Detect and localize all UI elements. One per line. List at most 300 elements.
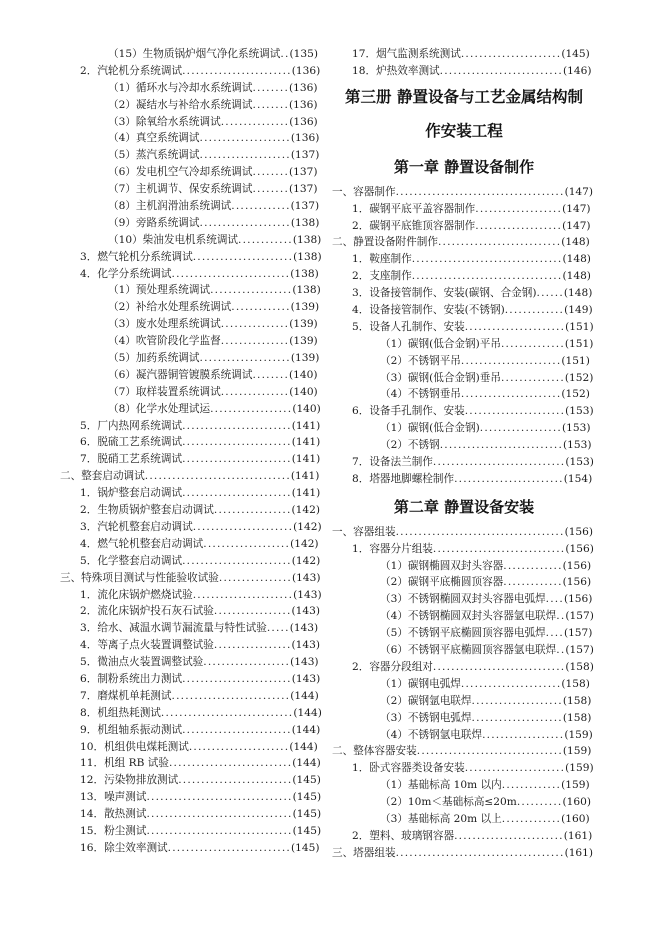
dot-leader: ................... <box>203 537 291 550</box>
toc-entry-title: 1．卧式容器类设备安装 <box>352 762 465 775</box>
toc-entry-page: (141) <box>291 419 321 432</box>
toc-entry-title: 1．流化床锅炉燃烧试验 <box>80 588 193 601</box>
toc-entry <box>60 63 324 80</box>
dot-leader: .............. <box>500 371 565 384</box>
toc-entry-page: (137) <box>290 149 320 162</box>
toc-entry <box>332 454 596 471</box>
toc-entry-title: 3．燃气轮机分系统调试 <box>80 250 193 263</box>
toc-entry <box>60 485 324 502</box>
toc-entry-page: (143) <box>291 605 321 618</box>
toc-entry <box>60 587 324 604</box>
volume-title-line2: 作安装工程 <box>425 121 503 140</box>
toc-entry <box>60 249 324 266</box>
toc-entry-title: （2）凝结水与补给水系统调试 <box>108 98 253 111</box>
toc-entry-page: (145) <box>292 808 322 821</box>
toc-entry-page: (143) <box>293 588 322 601</box>
dot-leader: .. <box>556 644 566 657</box>
toc-entry-title: （8）化学水处理试运 <box>108 402 211 415</box>
toc-entry-title: （7）主机调节、保安系统调试 <box>108 183 253 196</box>
toc-entry-page: (137) <box>290 200 320 213</box>
dot-leader: ...................... <box>192 250 294 263</box>
toc-entry-title: 2．生物质锅炉整套启动调试 <box>80 504 214 517</box>
toc-entry-title: （3）不锈钢椭圆双封头容器电弧焊 <box>380 593 546 606</box>
dot-leader: ............. <box>503 576 563 589</box>
dot-leader: ...................... <box>464 320 566 333</box>
toc-entry-page: (148) <box>562 270 591 283</box>
toc-entry-title: 二、静置设备附件制作 <box>332 236 438 249</box>
toc-right-column <box>332 46 596 862</box>
dot-leader: ..................................... <box>395 525 565 538</box>
chapter1-heading: 第一章 静置设备制作 <box>393 157 535 176</box>
toc-entry-page: (143) <box>292 571 321 584</box>
toc-entry-page: (145) <box>561 48 590 60</box>
toc-entry-title: （1）碳钢(低合金钢)平吊 <box>380 337 501 350</box>
toc-entry <box>332 558 596 575</box>
toc-entry <box>60 266 324 283</box>
toc-entry-page: (135) <box>289 48 319 60</box>
toc-entry <box>332 760 596 777</box>
toc-entry-page: (141) <box>290 470 320 483</box>
toc-entry <box>60 80 324 97</box>
toc-entry-page: (147) <box>562 219 591 232</box>
dot-leader: ................. <box>213 639 292 652</box>
toc-entry <box>332 591 596 608</box>
toc-entry <box>60 620 324 637</box>
toc-entry-page: (144) <box>290 689 319 702</box>
toc-entry-page: (148) <box>562 253 591 266</box>
toc-entry-page: (144) <box>291 723 321 736</box>
dot-leader: ............. <box>504 304 565 317</box>
toc-entry-title: 6．制粉系统出力测试 <box>80 672 183 685</box>
toc-entry-title: 17．烟气监测系统测试 <box>352 48 461 60</box>
dot-leader: ........ <box>252 368 290 381</box>
dot-leader: .......... <box>516 796 563 809</box>
toc-entry-title: 4．化学分系统调试 <box>80 267 172 280</box>
toc-entry <box>332 336 596 353</box>
toc-entry <box>60 316 324 333</box>
dot-leader: ...... <box>536 287 564 300</box>
toc-entry <box>332 268 596 285</box>
dot-leader: ........ <box>252 183 290 196</box>
toc-entry-page: (156) <box>564 525 594 538</box>
toc-entry <box>60 147 324 164</box>
toc-entry-page: (143) <box>291 639 321 652</box>
toc-entry <box>332 201 596 218</box>
dot-leader: .................... <box>199 149 291 162</box>
toc-entry-title: （4）真空系统调试 <box>108 132 200 145</box>
toc-entry-page: (159) <box>565 762 594 775</box>
toc-entry-page: (143) <box>290 656 319 669</box>
toc-entry <box>60 755 324 772</box>
toc-entry <box>60 637 324 654</box>
toc-entry <box>332 403 596 420</box>
dot-leader: .................. <box>482 728 565 741</box>
toc-entry <box>332 319 596 336</box>
dot-leader: ........ <box>252 98 290 111</box>
toc-entry-title: （5）蒸汽系统调试 <box>108 149 200 162</box>
toc-entry <box>332 437 596 454</box>
toc-entry-title: 二、整套启动调试 <box>60 470 145 483</box>
dot-leader: .......................... <box>171 267 291 280</box>
toc-entry-page: (144) <box>292 757 321 770</box>
toc-entry-title: 4．燃气轮机整套启动调试 <box>80 537 204 550</box>
toc-entry <box>332 794 596 811</box>
dot-leader: ........................ <box>182 436 292 449</box>
toc-entry-page: (157) <box>565 644 594 657</box>
toc-left-column <box>60 46 324 857</box>
toc-entry-page: (143) <box>289 622 319 635</box>
toc-entry-page: (145) <box>292 791 322 804</box>
toc-entry <box>332 302 596 319</box>
toc-entry <box>60 434 324 451</box>
toc-entry-page: (153) <box>563 439 592 452</box>
toc-entry <box>60 468 324 485</box>
toc-entry-title: （2）补给水处理系统调试 <box>108 301 232 314</box>
toc-entry-title: 3．汽轮机整套启动调试 <box>80 520 193 533</box>
toc-continuation-list <box>332 46 596 80</box>
toc-entry-title: 2．塑料、玻璃钢容器 <box>352 829 455 842</box>
toc-entry <box>332 743 596 760</box>
toc-entry-page: (143) <box>291 672 321 685</box>
toc-entry <box>332 386 596 403</box>
toc-entry-title: （4）不锈钢氩电联焊 <box>380 728 483 741</box>
dot-leader: ................. <box>213 605 292 618</box>
toc-entry-title: 2．容器分段组对 <box>352 660 433 673</box>
dot-leader: ............................. <box>432 660 566 673</box>
toc-entry <box>332 642 596 659</box>
dot-leader: ...................... <box>464 762 566 775</box>
toc-entry-title: 5．化学整套启动调试 <box>80 554 183 567</box>
toc-entry-page: (145) <box>290 841 320 854</box>
toc-entry-page: (159) <box>561 779 590 792</box>
toc-entry <box>332 811 596 828</box>
toc-entry-title: （4）不锈钢垂吊 <box>380 388 461 401</box>
dot-leader: .................... <box>471 711 563 724</box>
toc-entry <box>60 451 324 468</box>
toc-entry <box>60 654 324 671</box>
toc-entry-page: (158) <box>562 694 592 707</box>
toc-entry <box>60 806 324 823</box>
toc-entry <box>332 46 596 63</box>
toc-entry <box>60 671 324 688</box>
toc-entry-title: （9）旁路系统调试 <box>108 216 200 229</box>
dot-leader: .................. <box>210 284 293 297</box>
toc-entry-page: (142) <box>291 554 321 567</box>
toc-entry <box>60 114 324 131</box>
toc-entry-page: (138) <box>290 216 320 229</box>
toc-entry-title: 2．碳钢平底锥顶容器制作 <box>352 219 476 232</box>
toc-entry-page: (153) <box>565 456 594 469</box>
toc-entry-page: (138) <box>292 284 321 297</box>
toc-entry <box>332 353 596 370</box>
dot-leader: ................................. <box>411 253 563 266</box>
toc-entry-title: 1．容器分片组装 <box>352 542 433 555</box>
toc-entry-page: (140) <box>289 368 318 381</box>
toc-entry-page: (145) <box>292 824 322 837</box>
toc-entry-page: (156) <box>565 542 594 555</box>
toc-entry <box>332 574 596 591</box>
toc-entry-title: 1．锅炉整套启动调试 <box>80 487 183 500</box>
toc-entry-title: 5．设备人孔制作、安装 <box>352 320 465 333</box>
toc-entry <box>332 693 596 710</box>
toc-entry-page: (136) <box>289 115 318 128</box>
toc-entry-title: 5．厂内热网系统调试 <box>80 419 183 432</box>
toc-entry-page: (140) <box>292 402 321 415</box>
toc-entry-page: (147) <box>564 185 594 198</box>
dot-leader: ................... <box>475 202 563 215</box>
toc-entry-page: (151) <box>564 337 594 350</box>
dot-leader: ...................... <box>192 588 294 601</box>
dot-leader: ........................ <box>182 487 292 500</box>
toc-entry-page: (152) <box>561 388 590 401</box>
toc-entry <box>60 232 324 249</box>
toc-entry <box>60 502 324 519</box>
toc-entry <box>60 350 324 367</box>
toc-entry-title: 5．微油点火装置调整试验 <box>80 656 204 669</box>
toc-entry-title: （3）废水处理系统调试 <box>108 318 221 331</box>
toc-entry-title: （6）发电机空气冷却系统调试 <box>108 166 253 179</box>
toc-entry <box>332 676 596 693</box>
dot-leader: ..................................... <box>395 846 565 859</box>
toc-entry-page: (136) <box>289 81 318 94</box>
toc-entry-page: (137) <box>289 183 318 196</box>
toc-entry-page: (137) <box>289 166 318 179</box>
toc-entry <box>60 367 324 384</box>
dot-leader: ................................ <box>146 808 293 821</box>
toc-entry <box>60 739 324 756</box>
toc-entry-title: （5）加药系统调试 <box>108 352 200 365</box>
dot-leader: ................... <box>475 219 563 232</box>
volume-title-line1: 第三册 静置设备与工艺金属结构制 <box>345 87 583 106</box>
toc-entry-page: (141) <box>291 487 321 500</box>
toc-entry-title: （4）不锈钢椭圆双封头容器氩电联焊 <box>380 610 557 623</box>
toc-entry-page: (158) <box>562 711 592 724</box>
toc-entry-title: 10．机组供电煤耗测试 <box>80 740 189 753</box>
toc-entry-page: (140) <box>289 385 318 398</box>
toc-entry <box>332 777 596 794</box>
dot-leader: ............. <box>231 301 291 314</box>
toc-entry <box>60 705 324 722</box>
toc-entry <box>332 285 596 302</box>
dot-leader: ...................... <box>464 405 566 418</box>
dot-leader: ............... <box>220 318 290 331</box>
dot-leader: ...................... <box>460 388 562 401</box>
toc-entry-title: 一、容器组装 <box>332 525 396 538</box>
dot-leader: ........................ <box>454 829 564 842</box>
toc-entry-page: (148) <box>563 287 593 300</box>
toc-entry-title: （1）预处理系统调试 <box>108 284 211 297</box>
toc-entry-page: (154) <box>563 472 593 485</box>
toc-entry-page: (139) <box>289 335 318 348</box>
toc-entry-title: （5）不锈钢平底椭圆顶容器电弧焊 <box>380 627 546 640</box>
toc-entry-page: (156) <box>562 559 592 572</box>
toc-entry-title: （4）吹管阶段化学监督 <box>108 335 221 348</box>
toc-entry-title: 16．除尘效率测试 <box>80 841 168 854</box>
toc-entry-title: 2．支座制作 <box>352 270 412 283</box>
toc-entry-title: 一、容器制作 <box>332 185 396 198</box>
dot-leader: .............. <box>500 337 565 350</box>
dot-leader: .................... <box>199 216 291 229</box>
toc-entry-title: 8．塔器地脚螺栓制作 <box>352 472 455 485</box>
dot-leader: ............... <box>220 115 290 128</box>
toc-entry-title: 4．等离子点火装置调整试验 <box>80 639 214 652</box>
toc-entry-page: (136) <box>291 64 321 77</box>
toc-entry-page: (148) <box>561 236 590 249</box>
toc-entry-page: (157) <box>563 627 593 640</box>
toc-entry-title: （7）取样装置系统调试 <box>108 385 221 398</box>
dot-leader: ............................. <box>432 456 566 469</box>
toc-entry-title: （3）不锈钢电弧焊 <box>380 711 472 724</box>
dot-leader: ........................ <box>182 554 292 567</box>
toc-entry <box>332 63 596 80</box>
toc-entry-page: (139) <box>290 352 320 365</box>
toc-entry <box>60 418 324 435</box>
chapter2-list <box>332 524 596 862</box>
toc-entry-title: 13．噪声测试 <box>80 791 147 804</box>
toc-entry-page: (139) <box>290 301 320 314</box>
toc-entry <box>332 625 596 642</box>
toc-entry <box>60 384 324 401</box>
dot-leader: ............................. <box>160 706 294 719</box>
toc-entry-page: (144) <box>293 706 322 719</box>
toc-entry <box>332 524 596 541</box>
toc-entry-title: 11．机组 RB 试验 <box>80 757 169 770</box>
toc-entry-title: 18．炉热效率测试 <box>352 64 440 77</box>
dot-leader: ..... <box>266 622 290 635</box>
dot-leader: ........................... <box>437 236 562 249</box>
toc-entry <box>60 570 324 587</box>
dot-leader: .......................... <box>171 689 291 702</box>
toc-entry-title: 12．污染物排放测试 <box>80 774 179 787</box>
toc-entry <box>60 401 324 418</box>
toc-entry <box>332 251 596 268</box>
toc-entry-title: 3．设备接管制作、安装(碳钢、合金钢) <box>352 287 537 300</box>
toc-entry-page: (138) <box>290 267 319 280</box>
toc-entry-title: （2）碳钢平底椭圆顶容器 <box>380 576 504 589</box>
toc-entry <box>60 789 324 806</box>
dot-leader: ............ <box>238 233 293 246</box>
dot-leader: ........ <box>252 81 290 94</box>
toc-entry-title: （6）凝汽器铜管镀膜系统调试 <box>108 368 253 381</box>
toc-entry-title: 3．给水、减温水调节漏流量与特性试验 <box>80 622 267 635</box>
toc-entry-title: 9．机组轴系振动测试 <box>80 723 183 736</box>
toc-entry-title: （1）碳钢(低合金钢) <box>380 422 480 435</box>
toc-entry-page: (158) <box>561 677 590 690</box>
dot-leader: ..................................... <box>395 185 565 198</box>
dot-leader: ........................... <box>439 439 564 452</box>
toc-entry <box>60 840 324 857</box>
toc-entry <box>332 608 596 625</box>
toc-entry-page: (142) <box>290 537 319 550</box>
toc-entry-title: （2）10m＜基础标高≤20m <box>380 796 517 809</box>
dot-leader: .... <box>545 593 564 606</box>
toc-entry-page: (139) <box>289 318 318 331</box>
toc-entry-page: (160) <box>562 796 592 809</box>
toc-entry <box>60 688 324 705</box>
toc-entry-title: （1）碳钢电弧焊 <box>380 677 461 690</box>
toc-entry <box>332 471 596 488</box>
dot-leader: ...................... <box>460 354 562 367</box>
toc-entry-page: (151) <box>561 354 590 367</box>
toc-entry-page: (151) <box>565 320 594 333</box>
toc-entry-title: 14．散热测试 <box>80 808 147 821</box>
dot-leader: ................ <box>218 571 292 584</box>
toc-entry-page: (161) <box>564 846 594 859</box>
dot-leader: ........................ <box>182 419 292 432</box>
toc-entry-title: （2）不锈钢平吊 <box>380 354 461 367</box>
toc-entry-title: 6．设备手孔制作、安装 <box>352 405 465 418</box>
dot-leader: ................. <box>213 504 292 517</box>
dot-leader: ............. <box>231 200 291 213</box>
toc-entry <box>60 181 324 198</box>
toc-entry <box>332 727 596 744</box>
toc-entry-title: 1．鞍座制作 <box>352 253 412 266</box>
toc-entry-page: (141) <box>291 453 321 466</box>
dot-leader: ...................... <box>188 740 290 753</box>
dot-leader: .... <box>545 627 564 640</box>
toc-entry <box>332 184 596 201</box>
toc-entry-title: 6．脱硫工艺系统调试 <box>80 436 183 449</box>
toc-entry-title: （2）不锈钢 <box>380 439 440 452</box>
toc-entry <box>332 710 596 727</box>
toc-entry-title: （1）基础标高 10m 以内 <box>380 779 502 792</box>
toc-entry-title: 4．设备接管制作、安装(不锈钢) <box>352 304 505 317</box>
dot-leader: .. <box>280 48 290 60</box>
toc-entry <box>332 218 596 235</box>
toc-entry-page: (160) <box>561 812 590 825</box>
toc-entry-page: (138) <box>293 250 322 263</box>
dot-leader: ...................... <box>192 520 294 533</box>
dot-leader: ............. <box>501 779 562 792</box>
toc-entry-page: (158) <box>565 660 594 673</box>
toc-entry <box>332 370 596 387</box>
dot-leader: ........................ <box>182 453 292 466</box>
toc-entry <box>60 772 324 789</box>
dot-leader: ............. <box>501 812 562 825</box>
dot-leader: ........................... <box>439 64 563 77</box>
toc-entry <box>60 164 324 181</box>
toc-entry-page: (142) <box>291 504 321 517</box>
toc-entry-title: 2．汽轮机分系统调试 <box>80 64 183 77</box>
toc-entry <box>60 722 324 739</box>
toc-entry-title: （8）主机润滑油系统调试 <box>108 200 232 213</box>
chapter1-list <box>332 184 596 488</box>
toc-entry <box>60 130 324 147</box>
toc-entry-page: (161) <box>563 829 593 842</box>
toc-entry-page: (152) <box>564 371 594 384</box>
toc-entry-page: (149) <box>564 304 593 317</box>
toc-entry-title: （2）碳钢氩电联焊 <box>380 694 472 707</box>
toc-entry <box>332 420 596 437</box>
dot-leader: ........................... <box>167 841 291 854</box>
toc-entry-title: 7．设备法兰制作 <box>352 456 433 469</box>
toc-entry-page: (157) <box>565 610 594 623</box>
dot-leader: ......................... <box>178 774 293 787</box>
toc-entry-page: (156) <box>563 593 593 606</box>
dot-leader: .................. <box>479 422 562 435</box>
toc-entry-page: (138) <box>292 233 322 246</box>
toc-entry <box>60 282 324 299</box>
toc-entry-page: (146) <box>562 64 592 77</box>
dot-leader: ............. <box>503 559 563 572</box>
toc-entry <box>60 536 324 553</box>
toc-entry-title: 8．机组热耗测试 <box>80 706 161 719</box>
toc-entry-title: （6）不锈钢平底椭圆顶容器氩电联焊 <box>380 644 557 657</box>
toc-entry <box>60 553 324 570</box>
toc-entry <box>60 603 324 620</box>
toc-entry-page: (144) <box>289 740 318 753</box>
toc-entry-title: 三、塔器组装 <box>332 846 396 859</box>
